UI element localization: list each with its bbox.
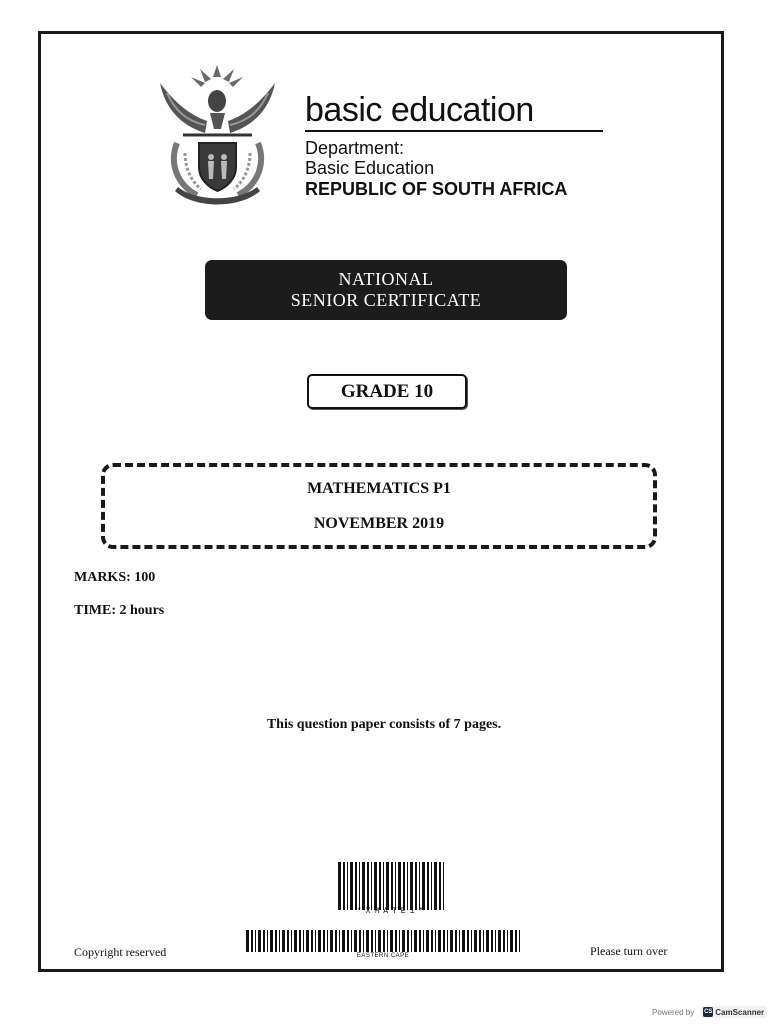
powered-by-label: Powered by <box>652 1007 695 1017</box>
camscanner-badge <box>700 1006 767 1018</box>
barcode-icon <box>338 862 446 910</box>
subject-box <box>101 463 657 549</box>
brand-divider <box>305 130 603 132</box>
department-label: Department: <box>305 138 405 158</box>
turn-over-note: Please turn over <box>590 944 668 958</box>
department-brand <box>305 90 605 200</box>
grade-box: GRADE 10 <box>307 374 467 409</box>
certificate-banner <box>205 260 567 320</box>
department-name: Basic Education <box>305 158 435 178</box>
certificate-line-1: NATIONAL <box>338 269 434 289</box>
time-label: TIME: 2 hours <box>74 603 165 618</box>
marks-label: MARKS: 100 <box>74 570 156 585</box>
camscanner-logo-icon: CS <box>704 1009 713 1015</box>
brand-title: basic education <box>305 91 534 129</box>
republic-name: REPUBLIC OF SOUTH AFRICA <box>305 179 568 199</box>
page-count-note: This question paper consists of 7 pages. <box>266 717 502 732</box>
copyright-note: Copyright reserved <box>74 945 167 959</box>
barcode-code: *XMATE1* <box>356 907 428 916</box>
province-barcode-icon <box>246 930 520 952</box>
camscanner-name: CamScanner <box>715 1007 765 1017</box>
province-label: EASTERN CAPE <box>356 953 410 959</box>
coat-of-arms-icon <box>155 63 280 208</box>
exam-session: NOVEMBER 2019 <box>313 514 445 532</box>
certificate-line-2: SENIOR CERTIFICATE <box>290 290 482 310</box>
scanner-watermark <box>652 1006 767 1018</box>
subject-name: MATHEMATICS P1 <box>307 479 451 497</box>
